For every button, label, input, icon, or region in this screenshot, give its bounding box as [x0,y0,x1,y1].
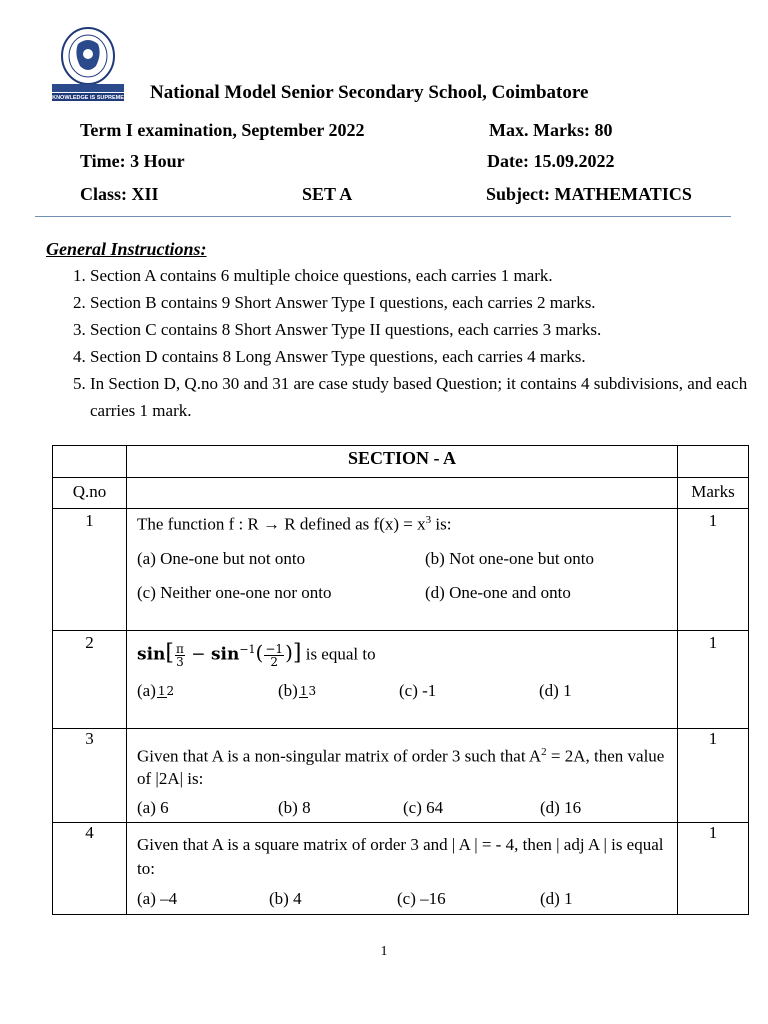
question-text: Given that A is a non-singular matrix of order 3 such that $A^2 = 2A$, then value of |2A| is: [137,746,665,788]
section-title: SECTION - A [127,446,678,478]
table-row [53,509,749,631]
section-a-table [52,445,749,915]
exam-time: Time: 3 Hour [80,151,185,171]
option-b: (b) 4 [269,889,302,908]
option-b: (b)13 [278,680,317,700]
option-a: (a)12 [137,680,175,700]
instruction-item: 5. In Section D, Q.no 30 and 31 are case study based Question; it contains 4 subdivisions, and each carries 1 mark. [90,370,750,424]
question-text: sin[ $\frac{\pi}{3}$ − $\sin^{-1}$( $\frac{-1}{2}$ )] is equal to [137,640,376,670]
option-c: (c) –16 [397,889,446,908]
page-number: 1 [380,944,388,959]
table-row [53,631,749,729]
question-cell [127,729,678,823]
table-row [53,729,749,823]
table-row [53,823,749,915]
question-cell [127,509,678,631]
question-number: 1 [53,509,127,631]
option-c: (c) -1 [399,680,437,700]
option-a: (a) 6 [137,797,169,817]
instruction-item: 3. Section C contains 8 Short Answer Type II questions, each carries 3 marks. [90,316,750,343]
question-number: 4 [53,823,127,915]
school-name: National Model Senior Secondary School, Coimbatore [150,82,589,103]
option-b: (b) Not one-one but onto [425,548,595,568]
exam-title: Term I examination, September 2022 [80,120,365,140]
school-logo [50,26,126,102]
col-header-marks: Marks [678,478,749,509]
exam-date: Date: 15.09.2022 [487,151,615,171]
exam-subject: Subject: MATHEMATICS [486,184,692,204]
option-d: (d) 1 [540,889,573,908]
instruction-item: 1. Section A contains 6 multiple choice questions, each carries 1 mark. [90,262,750,289]
option-a: (a) –4 [137,889,178,908]
logo-motto: KNOWLEDGE IS SUPREME [52,95,124,101]
question-marks: 1 [678,509,749,631]
instruction-item: 2. Section B contains 9 Short Answer Type I questions, each carries 2 marks. [90,289,750,316]
exam-set: SET A [302,184,353,204]
question-marks: 1 [678,631,749,729]
option-d: (d) 1 [539,680,572,700]
question-number: 3 [53,729,127,823]
question-cell [127,823,678,915]
question-cell [127,631,678,729]
instruction-item: 4. Section D contains 8 Long Answer Type questions, each carries 4 marks. [90,343,750,370]
question-marks: 1 [678,729,749,823]
exam-class: Class: XII [80,184,159,204]
max-marks: Max. Marks: 80 [489,120,613,140]
question-number: 2 [53,631,127,729]
option-b: (b) 8 [278,797,311,817]
option-c: (c) 64 [403,797,444,817]
option-c: (c) Neither one-one nor onto [137,582,332,602]
instructions-list [66,262,750,424]
question-marks: 1 [678,823,749,915]
option-d: (d) 16 [540,797,582,817]
option-a: (a) One-one but not onto [137,548,306,568]
question-text: The function f : R → R defined as $f(x) = x^3$ is: [137,514,452,534]
question-text: Given that A is a square matrix of order 3 and | A | = - 4, then | adj A | is equal to: [137,835,664,878]
instructions-title: General Instructions: [46,239,207,259]
header-divider [35,216,731,217]
col-header-qno: Q.no [53,478,127,509]
option-d: (d) One-one and onto [425,582,571,602]
